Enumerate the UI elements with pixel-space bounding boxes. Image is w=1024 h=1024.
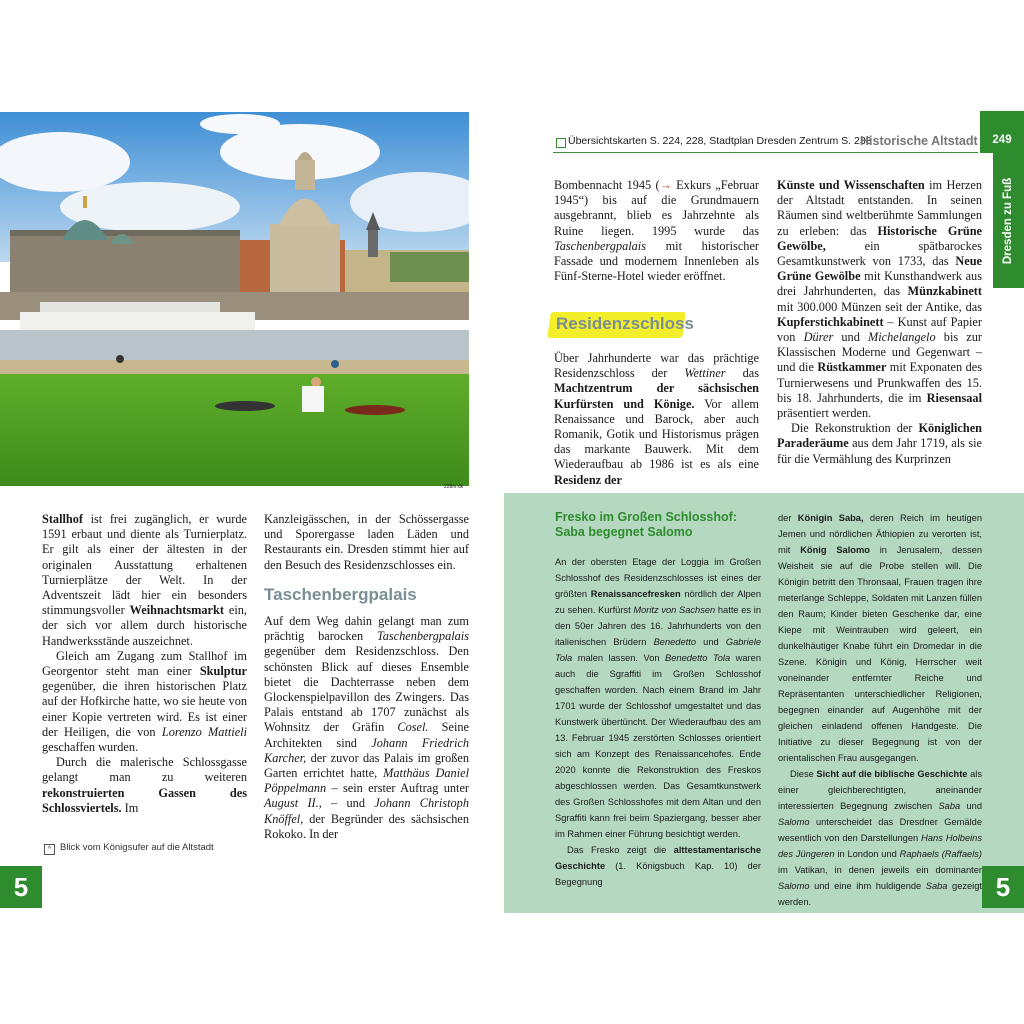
dresden-altstadt-photo bbox=[0, 112, 469, 486]
bold-term: Machtzentrum der sächsischen Kurfürsten und Könige. bbox=[554, 381, 759, 411]
text: im Herzen der Altstadt entstanden. In seinen Räumen sind weltberühmte Sammlungen zu erleben: das bbox=[777, 178, 982, 238]
cross-reference-arrow-icon: → bbox=[659, 178, 672, 192]
italic-term: Taschenbergpalais bbox=[554, 238, 647, 253]
text: gezeigt werden. bbox=[778, 881, 982, 907]
italic-term: Hans Holbeins des Jüngeren bbox=[778, 833, 983, 859]
left-column-1 bbox=[42, 512, 247, 816]
text: Seine Architekten sind bbox=[264, 720, 469, 750]
bold-term: alttestamentarische Geschichte bbox=[555, 845, 761, 871]
gassen-term: rekonstruierten Gassen des Schlossviertels. bbox=[42, 785, 247, 815]
chapter-marker-left: 5 bbox=[0, 866, 42, 908]
text: präsentiert werden. bbox=[777, 406, 872, 421]
bold-term: König Salomo bbox=[800, 545, 870, 555]
side-tab-label bbox=[993, 153, 1024, 288]
text: – Kunst auf Papier von bbox=[777, 314, 982, 345]
italic-term: Salomo bbox=[778, 881, 810, 891]
info-box-title-line2: Saba begegnet Salomo bbox=[555, 525, 693, 539]
text: Diese bbox=[790, 769, 817, 779]
text: und eine ihm huldigende bbox=[809, 881, 926, 891]
info-box-column-1 bbox=[555, 554, 761, 890]
text: und bbox=[960, 801, 982, 811]
photo-credit: 228rs dk bbox=[444, 484, 464, 490]
left-column-2 bbox=[264, 512, 469, 842]
text: und bbox=[833, 330, 869, 345]
header-map-references: Übersichtskarten S. 224, 228, Stadtplan Dresden Zentrum S. 238 bbox=[568, 135, 872, 147]
text: Bombennacht 1945 ( bbox=[554, 178, 660, 192]
text: in Jerusalem, dessen Weisheit sie auf die Probe stellen will. Die Königin betritt den Thronsaal, Frauen tragen ihre meterlange Schleppe, Soldaten mit Lanzen füllen den Raum; Kinder bieten Geschenke dar, eine Kiepe mit Weintrauben wird geleert, ein dunkelhäutiger Knabe führt ein Dromedar in die Szene. Königin und König, Herrscher weit voneinander entfernter Reiche und Repräsentanten unterschiedlicher Religionen, begegnen einander auf Augenhöhe mit der gleichen einladend offenen Handgeste. Die Initiative zu dieser Begegnung ist von der orientalischen Frau ausgegangen. bbox=[778, 545, 983, 763]
heading-residenzschloss: Residenzschloss bbox=[556, 314, 694, 333]
text: Exkurs „Februar 1945“) bis auf die Grundmauern ausgebrannt, blieb es Jahrzehnte als Ruine liegen. 1995 wurde das bbox=[554, 178, 759, 238]
italic-term: Wettiner bbox=[684, 366, 726, 381]
text: An der obersten Etage der Loggia im Großen Schlosshof des Residenzschlosses ist eines der größten bbox=[555, 557, 761, 599]
text: der bbox=[778, 513, 798, 523]
text: Gleich am Zugang zum Stallhof im Georgentor steht man einer bbox=[42, 648, 247, 679]
text: als einer gleichberechtigten, aneinander interessierten Begegnung zwischen bbox=[778, 769, 983, 811]
text: ein spätbarockes Gesamtkunstwerk von 1733, das bbox=[777, 238, 982, 269]
right-column-1-lower bbox=[554, 351, 759, 488]
italic-term: Benedetto Tola bbox=[665, 653, 731, 663]
text: Die Rekonstruktion der bbox=[791, 421, 919, 436]
text: ist frei zugänglich, er wurde 1591 erbaut und diente als Turnierplatz. Er gilt als einer der ältesten in der originalen Ausstattung erhaltenen Turnierplätze der Welt. In der Adventszeit lädt hier ein besonders stimmungsvoller bbox=[42, 512, 247, 618]
bold-term: Residenz der bbox=[554, 472, 622, 487]
text: Über Jahrhunderte war das prächtige Residenzschloss der bbox=[554, 351, 759, 381]
header-section-title: Historische Altstadt bbox=[860, 134, 978, 148]
caption-text: Blick vom Königsufer auf die Altstadt bbox=[60, 842, 214, 853]
text: mit 300.000 Münzen seit der Antike, das bbox=[777, 299, 982, 314]
info-box-column-2 bbox=[778, 510, 982, 910]
italic-term: Raphaels (Raffaels) bbox=[899, 849, 982, 859]
text: Vor allem Renaissance und Barock, aber auch Romanik, Gotik und Historismus prägen das markante Bauwerk. Mit dem Wiederaufbau ab 1986 ist es als eine bbox=[554, 396, 759, 472]
text: Das Fresko zeigt die bbox=[567, 845, 674, 855]
text: Im bbox=[121, 800, 139, 815]
text: das bbox=[725, 366, 759, 381]
text: Durch die malerische Schlossgasse gelangt man zu weiteren bbox=[42, 755, 247, 785]
italic-term: Michelangelo bbox=[868, 330, 936, 345]
italic-term: Saba bbox=[938, 801, 961, 811]
text: – sein erster Auftrag unter bbox=[326, 781, 469, 796]
italic-term: Benedetto bbox=[653, 637, 696, 647]
bold-term: Sicht auf die biblische Geschichte bbox=[816, 769, 968, 779]
text: der zuvor das Palais im großen Garten errichtet hatte, bbox=[264, 750, 469, 781]
page-number-box bbox=[980, 111, 1024, 153]
text: aus dem Jahr 1719, als sie für die Vermählung des Kurprinzen bbox=[777, 436, 982, 466]
bold-term: Renaissancefresken bbox=[590, 589, 681, 599]
text: im Vatikan, in denen jeweils ein dominanter bbox=[778, 865, 982, 875]
header-rule bbox=[553, 152, 978, 153]
italic-term: Johann Christoph Knöffel, bbox=[264, 796, 469, 826]
text: mit Kunsthandwerk aus drei Jahrhunderten, das bbox=[777, 269, 982, 299]
text: Auf dem Weg dahin gelangt man zum prächtig barocken bbox=[264, 614, 469, 644]
italic-term: Gabriele Tola bbox=[555, 637, 761, 663]
bold-term: Königlichen Paraderäume bbox=[777, 421, 982, 451]
right-column-1 bbox=[554, 178, 759, 284]
italic-term: Saba bbox=[925, 881, 948, 891]
italic-term: Salomo bbox=[778, 817, 810, 827]
bold-term: Königin Saba, bbox=[797, 513, 864, 523]
text: bis zur Klassischen Moderne und Gegenwart – und die bbox=[777, 330, 983, 375]
text: und bbox=[695, 637, 726, 647]
artist-name: Lorenzo Mattieli bbox=[161, 724, 247, 739]
text: der Begründer des sächsischen Rokoko. In der bbox=[264, 811, 469, 841]
right-column-2 bbox=[777, 178, 982, 467]
text: ein, der sich vor allem durch historische Handwerksstände auszeichnet. bbox=[42, 603, 247, 648]
italic-term: Taschenbergpalais bbox=[376, 629, 469, 644]
text: mit historischer Fassade und modernem Innenleben als Fünf-Sterne-Hotel wieder eröffnet. bbox=[554, 238, 759, 284]
text: gegenüber dem Residenzschloss. Den schönsten Blick auf dieses Ensemble bietet die Dachterrasse neben dem Glockenspielpavillon des Zwingers. Das Palais entstand ab 1707 zunächst als Wohnsitz der Gräfin bbox=[264, 644, 469, 735]
info-box-title bbox=[555, 510, 765, 540]
text: waren auch die Sgraffiti im Großen Schlosshof geschaffen worden. Nach einem Brand im Jahr 1701 wurde der Schlosshof umgestaltet und das Kunstwerk übertüncht. Der Wiederaufbau des am 13. Februar 1945 zerstörten Schlosses orientiert sich am Konzept des Renaissancehofes. Ende 2020 konnte die Rekonstruktion des Freskos abgeschlossen werden. Das Gesamtkunstwerk des Großen Schlosshofes mit dem Altan und den Sgraffiti kann frei beim Spaziergang, besser aber im Rahmen einer Führung besichtigt werden. bbox=[555, 653, 761, 839]
heading-taschenbergpalais: Taschenbergpalais bbox=[264, 584, 417, 604]
chapter-marker-right: 5 bbox=[982, 866, 1024, 908]
paragraph: Kanzleigässchen, in der Schössergasse und Sporergasse laden Läden und Restaurants ein. Dresden stimmt hier auf den Besuch des Residenzschlosses ein. bbox=[264, 512, 469, 572]
bold-term: Historische Grüne Gewölbe, bbox=[777, 223, 982, 253]
map-reference-icon bbox=[556, 138, 566, 148]
text: nördlich der Alpen zu sehen. Kurfürst bbox=[555, 589, 761, 615]
bold-term: Künste und Wissenschaften bbox=[777, 178, 925, 192]
italic-term: Moritz von Sachsen bbox=[633, 605, 716, 615]
bold-term: Riesensaal bbox=[926, 390, 982, 405]
bold-term: Neue Grüne Gewölbe bbox=[777, 254, 982, 284]
photo-caption bbox=[44, 842, 214, 855]
text: unterscheidet das Dresdner Gemälde wesentlich von den Darstellungen bbox=[778, 817, 982, 843]
bold-term: Kupferstichkabinett bbox=[777, 314, 884, 329]
italic-term: Johann Friedrich Karcher, bbox=[264, 735, 469, 765]
italic-term: Matthäus Daniel Pöppelmann bbox=[264, 766, 469, 796]
info-box-title-line1: Fresko im Großen Schlosshof: bbox=[555, 510, 737, 524]
skulptur-term: Skulptur bbox=[199, 664, 247, 679]
italic-term: August II., bbox=[264, 796, 322, 811]
text: gegenüber, die ihren historischen Platz auf der Hofkirche hatte, wo sie heute von einer Kopie vertreten wird. Es ist einer der Heiligen, die von bbox=[42, 679, 247, 739]
text: in London und bbox=[834, 849, 900, 859]
page-number: 249 bbox=[992, 134, 1012, 146]
bold-term: Münzkabinett bbox=[907, 284, 982, 299]
weihnachtsmarkt-term: Weihnachtsmarkt bbox=[129, 603, 224, 618]
side-tab-text: Dresden zu Fuß bbox=[1002, 177, 1015, 264]
text: malen lassen. Von bbox=[572, 653, 666, 663]
text: – und bbox=[321, 796, 375, 811]
italic-term: Cosel. bbox=[397, 720, 429, 735]
text: deren Reich im heutigen Jemen und nördlichen Äthiopien zu verorten ist, mit bbox=[778, 513, 982, 555]
italic-term: Dürer bbox=[803, 330, 834, 345]
text: mit Exponaten des Turnierwesens und Prunkwaffen des 15. bis 18. Jahrhunderts, die im bbox=[777, 360, 982, 405]
text: (1. Königsbuch Kap. 10) der Begegnung bbox=[555, 861, 761, 887]
text: geschaffen wurden. bbox=[42, 740, 139, 755]
text: hatte es in den 50er Jahren des 16. Jahrhunderts von den italienischen Brüdern bbox=[555, 605, 761, 647]
bold-term: Rüstkammer bbox=[817, 360, 887, 375]
photo-reference-icon: ^ bbox=[44, 844, 55, 855]
stallhof-term: Stallhof bbox=[42, 512, 83, 526]
